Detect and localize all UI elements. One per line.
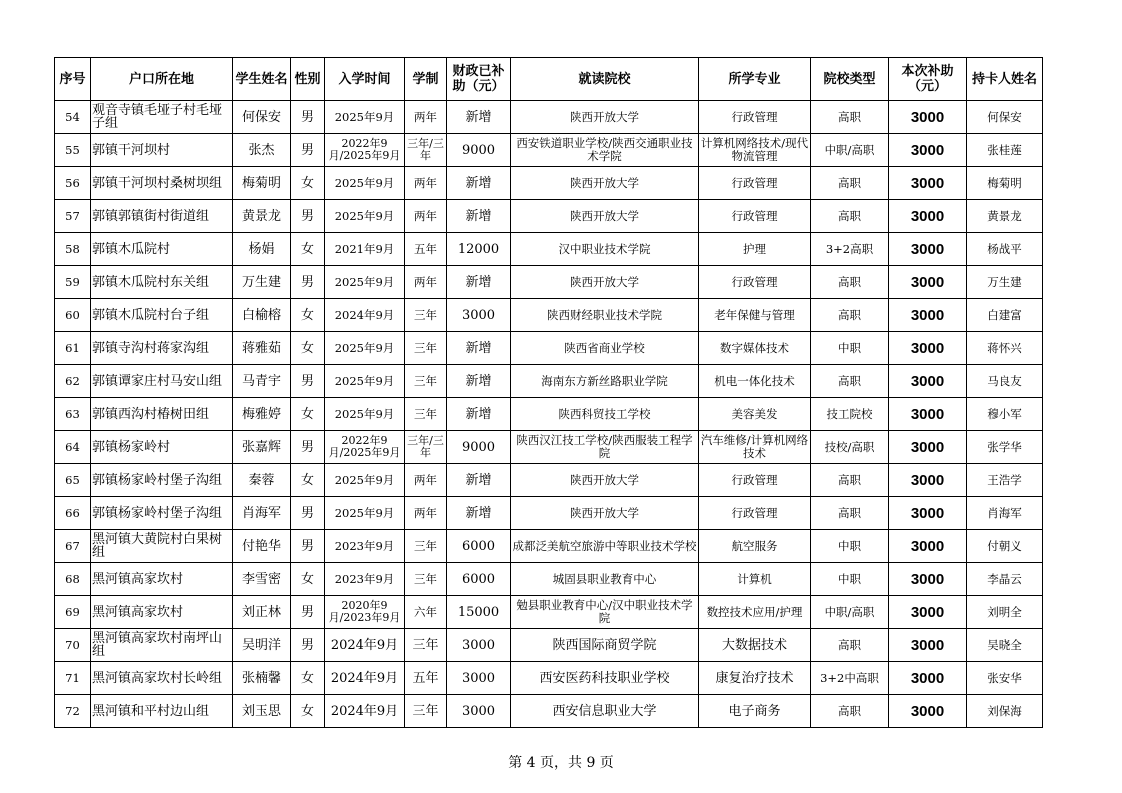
student-name-cell: 张杰: [233, 134, 291, 167]
prior-subsidy-cell: 9000: [447, 134, 511, 167]
enroll-date-cell: 2025年9月: [325, 497, 405, 530]
school-type-cell: 技校/高职: [811, 431, 889, 464]
sex-cell: 男: [291, 266, 325, 299]
address-cell: 郭镇杨家岭村堡子沟组: [91, 464, 233, 497]
address-cell: 郭镇谭家庄村马安山组: [91, 365, 233, 398]
header-length: 学制: [405, 58, 447, 101]
row-no: 66: [55, 497, 91, 530]
sex-cell: 男: [291, 596, 325, 629]
school-type-cell: 高职: [811, 299, 889, 332]
length-cell: 三年: [405, 398, 447, 431]
header-amount: 本次补助（元）: [889, 58, 967, 101]
address-cell: 黑河镇和平村边山组: [91, 695, 233, 728]
major-cell: 行政管理: [699, 101, 811, 134]
row-no: 58: [55, 233, 91, 266]
length-cell: 三年: [405, 299, 447, 332]
school-type-cell: 高职: [811, 695, 889, 728]
card-holder-cell: 蒋怀兴: [967, 332, 1043, 365]
sex-cell: 女: [291, 464, 325, 497]
row-no: 55: [55, 134, 91, 167]
prior-subsidy-cell: 新增: [447, 365, 511, 398]
page-footer: 第 4 页，共 9 页: [508, 755, 614, 771]
sex-cell: 女: [291, 167, 325, 200]
enroll-date-cell: 2025年9月: [325, 332, 405, 365]
card-holder-cell: 张桂莲: [967, 134, 1043, 167]
enroll-date-cell: 2025年9月: [325, 167, 405, 200]
sex-cell: 男: [291, 431, 325, 464]
row-no: 54: [55, 101, 91, 134]
student-name-cell: 杨娟: [233, 233, 291, 266]
school-type-cell: 中职/高职: [811, 134, 889, 167]
amount-cell: 3000: [889, 662, 967, 695]
school-cell: 陕西开放大学: [511, 497, 699, 530]
address-cell: 郭镇木瓜院村: [91, 233, 233, 266]
amount-cell: 3000: [889, 563, 967, 596]
amount-cell: 3000: [889, 431, 967, 464]
school-cell: 陕西国际商贸学院: [511, 629, 699, 662]
row-no: 62: [55, 365, 91, 398]
card-holder-cell: 付朝义: [967, 530, 1043, 563]
school-type-cell: 高职: [811, 101, 889, 134]
amount-cell: 3000: [889, 299, 967, 332]
table-row: [55, 464, 1043, 497]
student-name-cell: 白榆榕: [233, 299, 291, 332]
major-cell: 美容美发: [699, 398, 811, 431]
amount-cell: 3000: [889, 233, 967, 266]
header-prior-subsidy: 财政已补助（元）: [447, 58, 511, 101]
amount-cell: 3000: [889, 266, 967, 299]
major-cell: 护理: [699, 233, 811, 266]
student-name-cell: 李雪密: [233, 563, 291, 596]
row-no: 59: [55, 266, 91, 299]
card-holder-cell: 黄景龙: [967, 200, 1043, 233]
card-holder-cell: 白建富: [967, 299, 1043, 332]
school-type-cell: 高职: [811, 200, 889, 233]
length-cell: 三年: [405, 629, 447, 662]
enroll-date-cell: 2025年9月: [325, 101, 405, 134]
enroll-date-cell: 2024年9月: [325, 629, 405, 662]
enroll-date-cell: 2021年9月: [325, 233, 405, 266]
address-cell: 郭镇木瓜院村台子组: [91, 299, 233, 332]
length-cell: 三年/三年: [405, 134, 447, 167]
header-address: 户口所在地: [91, 58, 233, 101]
prior-subsidy-cell: 新增: [447, 332, 511, 365]
card-holder-cell: 李晶云: [967, 563, 1043, 596]
length-cell: 三年: [405, 695, 447, 728]
school-cell: 西安信息职业大学: [511, 695, 699, 728]
major-cell: 大数据技术: [699, 629, 811, 662]
enroll-date-cell: 2020年9月/2023年9月: [325, 596, 405, 629]
school-type-cell: 高职: [811, 629, 889, 662]
address-cell: 黑河镇高家坎村南坪山组: [91, 629, 233, 662]
school-cell: 陕西开放大学: [511, 464, 699, 497]
sex-cell: 男: [291, 497, 325, 530]
sex-cell: 女: [291, 563, 325, 596]
address-cell: 郭镇寺沟村蒋家沟组: [91, 332, 233, 365]
enroll-date-cell: 2025年9月: [325, 200, 405, 233]
prior-subsidy-cell: 新增: [447, 266, 511, 299]
card-holder-cell: 张学华: [967, 431, 1043, 464]
table-row: [55, 563, 1043, 596]
amount-cell: 3000: [889, 398, 967, 431]
major-cell: 电子商务: [699, 695, 811, 728]
student-name-cell: 马青宇: [233, 365, 291, 398]
major-cell: 老年保健与管理: [699, 299, 811, 332]
prior-subsidy-cell: 9000: [447, 431, 511, 464]
length-cell: 两年: [405, 167, 447, 200]
row-no: 69: [55, 596, 91, 629]
address-cell: 郭镇干河坝村桑树坝组: [91, 167, 233, 200]
major-cell: 行政管理: [699, 266, 811, 299]
card-holder-cell: 万生建: [967, 266, 1043, 299]
major-cell: 康复治疗技术: [699, 662, 811, 695]
amount-cell: 3000: [889, 629, 967, 662]
enroll-date-cell: 2023年9月: [325, 530, 405, 563]
length-cell: 六年: [405, 596, 447, 629]
school-type-cell: 高职: [811, 464, 889, 497]
school-cell: 汉中职业技术学院: [511, 233, 699, 266]
prior-subsidy-cell: 12000: [447, 233, 511, 266]
row-no: 61: [55, 332, 91, 365]
school-type-cell: 高职: [811, 266, 889, 299]
amount-cell: 3000: [889, 596, 967, 629]
prior-subsidy-cell: 新增: [447, 101, 511, 134]
row-no: 63: [55, 398, 91, 431]
sex-cell: 女: [291, 662, 325, 695]
table-row: [55, 200, 1043, 233]
school-type-cell: 中职: [811, 563, 889, 596]
card-holder-cell: 杨战平: [967, 233, 1043, 266]
address-cell: 黑河镇高家坎村: [91, 596, 233, 629]
amount-cell: 3000: [889, 134, 967, 167]
length-cell: 三年: [405, 332, 447, 365]
student-name-cell: 肖海军: [233, 497, 291, 530]
address-cell: 黑河镇高家坎村: [91, 563, 233, 596]
major-cell: 数控技术应用/护理: [699, 596, 811, 629]
school-cell: 勉县职业教育中心/汉中职业技术学院: [511, 596, 699, 629]
student-name-cell: 张楠馨: [233, 662, 291, 695]
amount-cell: 3000: [889, 530, 967, 563]
prior-subsidy-cell: 新增: [447, 167, 511, 200]
student-name-cell: 刘玉思: [233, 695, 291, 728]
major-cell: 计算机网络技术/现代物流管理: [699, 134, 811, 167]
row-no: 65: [55, 464, 91, 497]
prior-subsidy-cell: 3000: [447, 299, 511, 332]
row-no: 64: [55, 431, 91, 464]
sex-cell: 男: [291, 101, 325, 134]
table-row: [55, 431, 1043, 464]
length-cell: 五年: [405, 662, 447, 695]
header-student-name: 学生姓名: [233, 58, 291, 101]
school-cell: 成都泛美航空旅游中等职业技术学校: [511, 530, 699, 563]
enroll-date-cell: 2024年9月: [325, 695, 405, 728]
enroll-date-cell: 2025年9月: [325, 398, 405, 431]
major-cell: 航空服务: [699, 530, 811, 563]
prior-subsidy-cell: 新增: [447, 464, 511, 497]
school-type-cell: 高职: [811, 167, 889, 200]
school-type-cell: 中职: [811, 332, 889, 365]
major-cell: 数字媒体技术: [699, 332, 811, 365]
enroll-date-cell: 2022年9月/2025年9月: [325, 134, 405, 167]
length-cell: 五年: [405, 233, 447, 266]
address-cell: 郭镇杨家岭村: [91, 431, 233, 464]
sex-cell: 男: [291, 365, 325, 398]
row-no: 68: [55, 563, 91, 596]
row-no: 71: [55, 662, 91, 695]
card-holder-cell: 马良友: [967, 365, 1043, 398]
prior-subsidy-cell: 新增: [447, 200, 511, 233]
school-cell: 陕西财经职业技术学院: [511, 299, 699, 332]
school-cell: 城固县职业教育中心: [511, 563, 699, 596]
student-name-cell: 蒋雅茹: [233, 332, 291, 365]
school-cell: 陕西开放大学: [511, 101, 699, 134]
school-cell: 陕西开放大学: [511, 266, 699, 299]
row-no: 56: [55, 167, 91, 200]
sex-cell: 男: [291, 530, 325, 563]
amount-cell: 3000: [889, 497, 967, 530]
amount-cell: 3000: [889, 365, 967, 398]
card-holder-cell: 王浩学: [967, 464, 1043, 497]
enroll-date-cell: 2023年9月: [325, 563, 405, 596]
length-cell: 两年: [405, 266, 447, 299]
length-cell: 三年/三年: [405, 431, 447, 464]
row-no: 72: [55, 695, 91, 728]
table-row: [55, 167, 1043, 200]
sex-cell: 男: [291, 134, 325, 167]
amount-cell: 3000: [889, 200, 967, 233]
student-name-cell: 万生建: [233, 266, 291, 299]
length-cell: 三年: [405, 563, 447, 596]
school-type-cell: 高职: [811, 497, 889, 530]
table-row: [55, 398, 1043, 431]
prior-subsidy-cell: 3000: [447, 695, 511, 728]
school-cell: 西安铁道职业学校/陕西交通职业技术学院: [511, 134, 699, 167]
length-cell: 两年: [405, 200, 447, 233]
major-cell: 行政管理: [699, 497, 811, 530]
prior-subsidy-cell: 6000: [447, 530, 511, 563]
address-cell: 郭镇郭镇街村街道组: [91, 200, 233, 233]
student-name-cell: 张嘉辉: [233, 431, 291, 464]
address-cell: 黑河镇高家坎村长岭组: [91, 662, 233, 695]
school-cell: 陕西汉江技工学校/陕西服装工程学院: [511, 431, 699, 464]
length-cell: 两年: [405, 497, 447, 530]
length-cell: 两年: [405, 464, 447, 497]
student-name-cell: 付艳华: [233, 530, 291, 563]
header-enroll-date: 入学时间: [325, 58, 405, 101]
header-major: 所学专业: [699, 58, 811, 101]
card-holder-cell: 梅菊明: [967, 167, 1043, 200]
enroll-date-cell: 2025年9月: [325, 464, 405, 497]
major-cell: 汽车维修/计算机网络技术: [699, 431, 811, 464]
amount-cell: 3000: [889, 167, 967, 200]
major-cell: 行政管理: [699, 167, 811, 200]
address-cell: 郭镇干河坝村: [91, 134, 233, 167]
table-row: [55, 596, 1043, 629]
school-type-cell: 中职/高职: [811, 596, 889, 629]
table-row: [55, 365, 1043, 398]
table-row: [55, 662, 1043, 695]
header-row: [55, 58, 1043, 101]
table-row: [55, 101, 1043, 134]
sex-cell: 男: [291, 200, 325, 233]
prior-subsidy-cell: 6000: [447, 563, 511, 596]
sex-cell: 女: [291, 233, 325, 266]
amount-cell: 3000: [889, 101, 967, 134]
card-holder-cell: 何保安: [967, 101, 1043, 134]
header-card-holder: 持卡人姓名: [967, 58, 1043, 101]
enroll-date-cell: 2024年9月: [325, 299, 405, 332]
table-row: [55, 629, 1043, 662]
card-holder-cell: 肖海军: [967, 497, 1043, 530]
table-row: [55, 233, 1043, 266]
card-holder-cell: 刘明全: [967, 596, 1043, 629]
sex-cell: 男: [291, 629, 325, 662]
sex-cell: 女: [291, 398, 325, 431]
school-type-cell: 3+2高职: [811, 233, 889, 266]
enroll-date-cell: 2025年9月: [325, 266, 405, 299]
school-cell: 陕西开放大学: [511, 167, 699, 200]
school-type-cell: 3+2中高职: [811, 662, 889, 695]
address-cell: 黑河镇大黄院村白果树组: [91, 530, 233, 563]
school-type-cell: 技工院校: [811, 398, 889, 431]
address-cell: 观音寺镇毛垭子村毛垭子组: [91, 101, 233, 134]
header-no: 序号: [55, 58, 91, 101]
school-cell: 海南东方新丝路职业学院: [511, 365, 699, 398]
school-type-cell: 高职: [811, 365, 889, 398]
table-row: [55, 299, 1043, 332]
prior-subsidy-cell: 15000: [447, 596, 511, 629]
table-row: [55, 497, 1043, 530]
header-school-type: 院校类型: [811, 58, 889, 101]
row-no: 67: [55, 530, 91, 563]
sex-cell: 女: [291, 332, 325, 365]
school-type-cell: 中职: [811, 530, 889, 563]
sex-cell: 女: [291, 299, 325, 332]
enroll-date-cell: 2022年9月/2025年9月: [325, 431, 405, 464]
header-sex: 性别: [291, 58, 325, 101]
card-holder-cell: 穆小军: [967, 398, 1043, 431]
subsidy-table: [54, 57, 1043, 728]
student-name-cell: 梅雅婷: [233, 398, 291, 431]
major-cell: 计算机: [699, 563, 811, 596]
row-no: 60: [55, 299, 91, 332]
address-cell: 郭镇木瓜院村东关组: [91, 266, 233, 299]
prior-subsidy-cell: 新增: [447, 398, 511, 431]
row-no: 57: [55, 200, 91, 233]
address-cell: 郭镇杨家岭村堡子沟组: [91, 497, 233, 530]
card-holder-cell: 刘保海: [967, 695, 1043, 728]
prior-subsidy-cell: 新增: [447, 497, 511, 530]
school-cell: 陕西科贸技工学校: [511, 398, 699, 431]
length-cell: 三年: [405, 530, 447, 563]
prior-subsidy-cell: 3000: [447, 662, 511, 695]
student-name-cell: 何保安: [233, 101, 291, 134]
table-row: [55, 695, 1043, 728]
length-cell: 三年: [405, 365, 447, 398]
table-row: [55, 266, 1043, 299]
enroll-date-cell: 2025年9月: [325, 365, 405, 398]
table-row: [55, 332, 1043, 365]
amount-cell: 3000: [889, 332, 967, 365]
enroll-date-cell: 2024年9月: [325, 662, 405, 695]
major-cell: 机电一体化技术: [699, 365, 811, 398]
card-holder-cell: 吴晓全: [967, 629, 1043, 662]
amount-cell: 3000: [889, 464, 967, 497]
row-no: 70: [55, 629, 91, 662]
student-name-cell: 刘正林: [233, 596, 291, 629]
prior-subsidy-cell: 3000: [447, 629, 511, 662]
student-name-cell: 梅菊明: [233, 167, 291, 200]
student-name-cell: 秦蓉: [233, 464, 291, 497]
school-cell: 西安医药科技职业学校: [511, 662, 699, 695]
address-cell: 郭镇西沟村椿树田组: [91, 398, 233, 431]
student-name-cell: 吴明洋: [233, 629, 291, 662]
table-row: [55, 134, 1043, 167]
amount-cell: 3000: [889, 695, 967, 728]
card-holder-cell: 张安华: [967, 662, 1043, 695]
major-cell: 行政管理: [699, 464, 811, 497]
table-row: [55, 530, 1043, 563]
header-school: 就读院校: [511, 58, 699, 101]
sex-cell: 女: [291, 695, 325, 728]
length-cell: 两年: [405, 101, 447, 134]
student-name-cell: 黄景龙: [233, 200, 291, 233]
school-cell: 陕西省商业学校: [511, 332, 699, 365]
major-cell: 行政管理: [699, 200, 811, 233]
school-cell: 陕西开放大学: [511, 200, 699, 233]
